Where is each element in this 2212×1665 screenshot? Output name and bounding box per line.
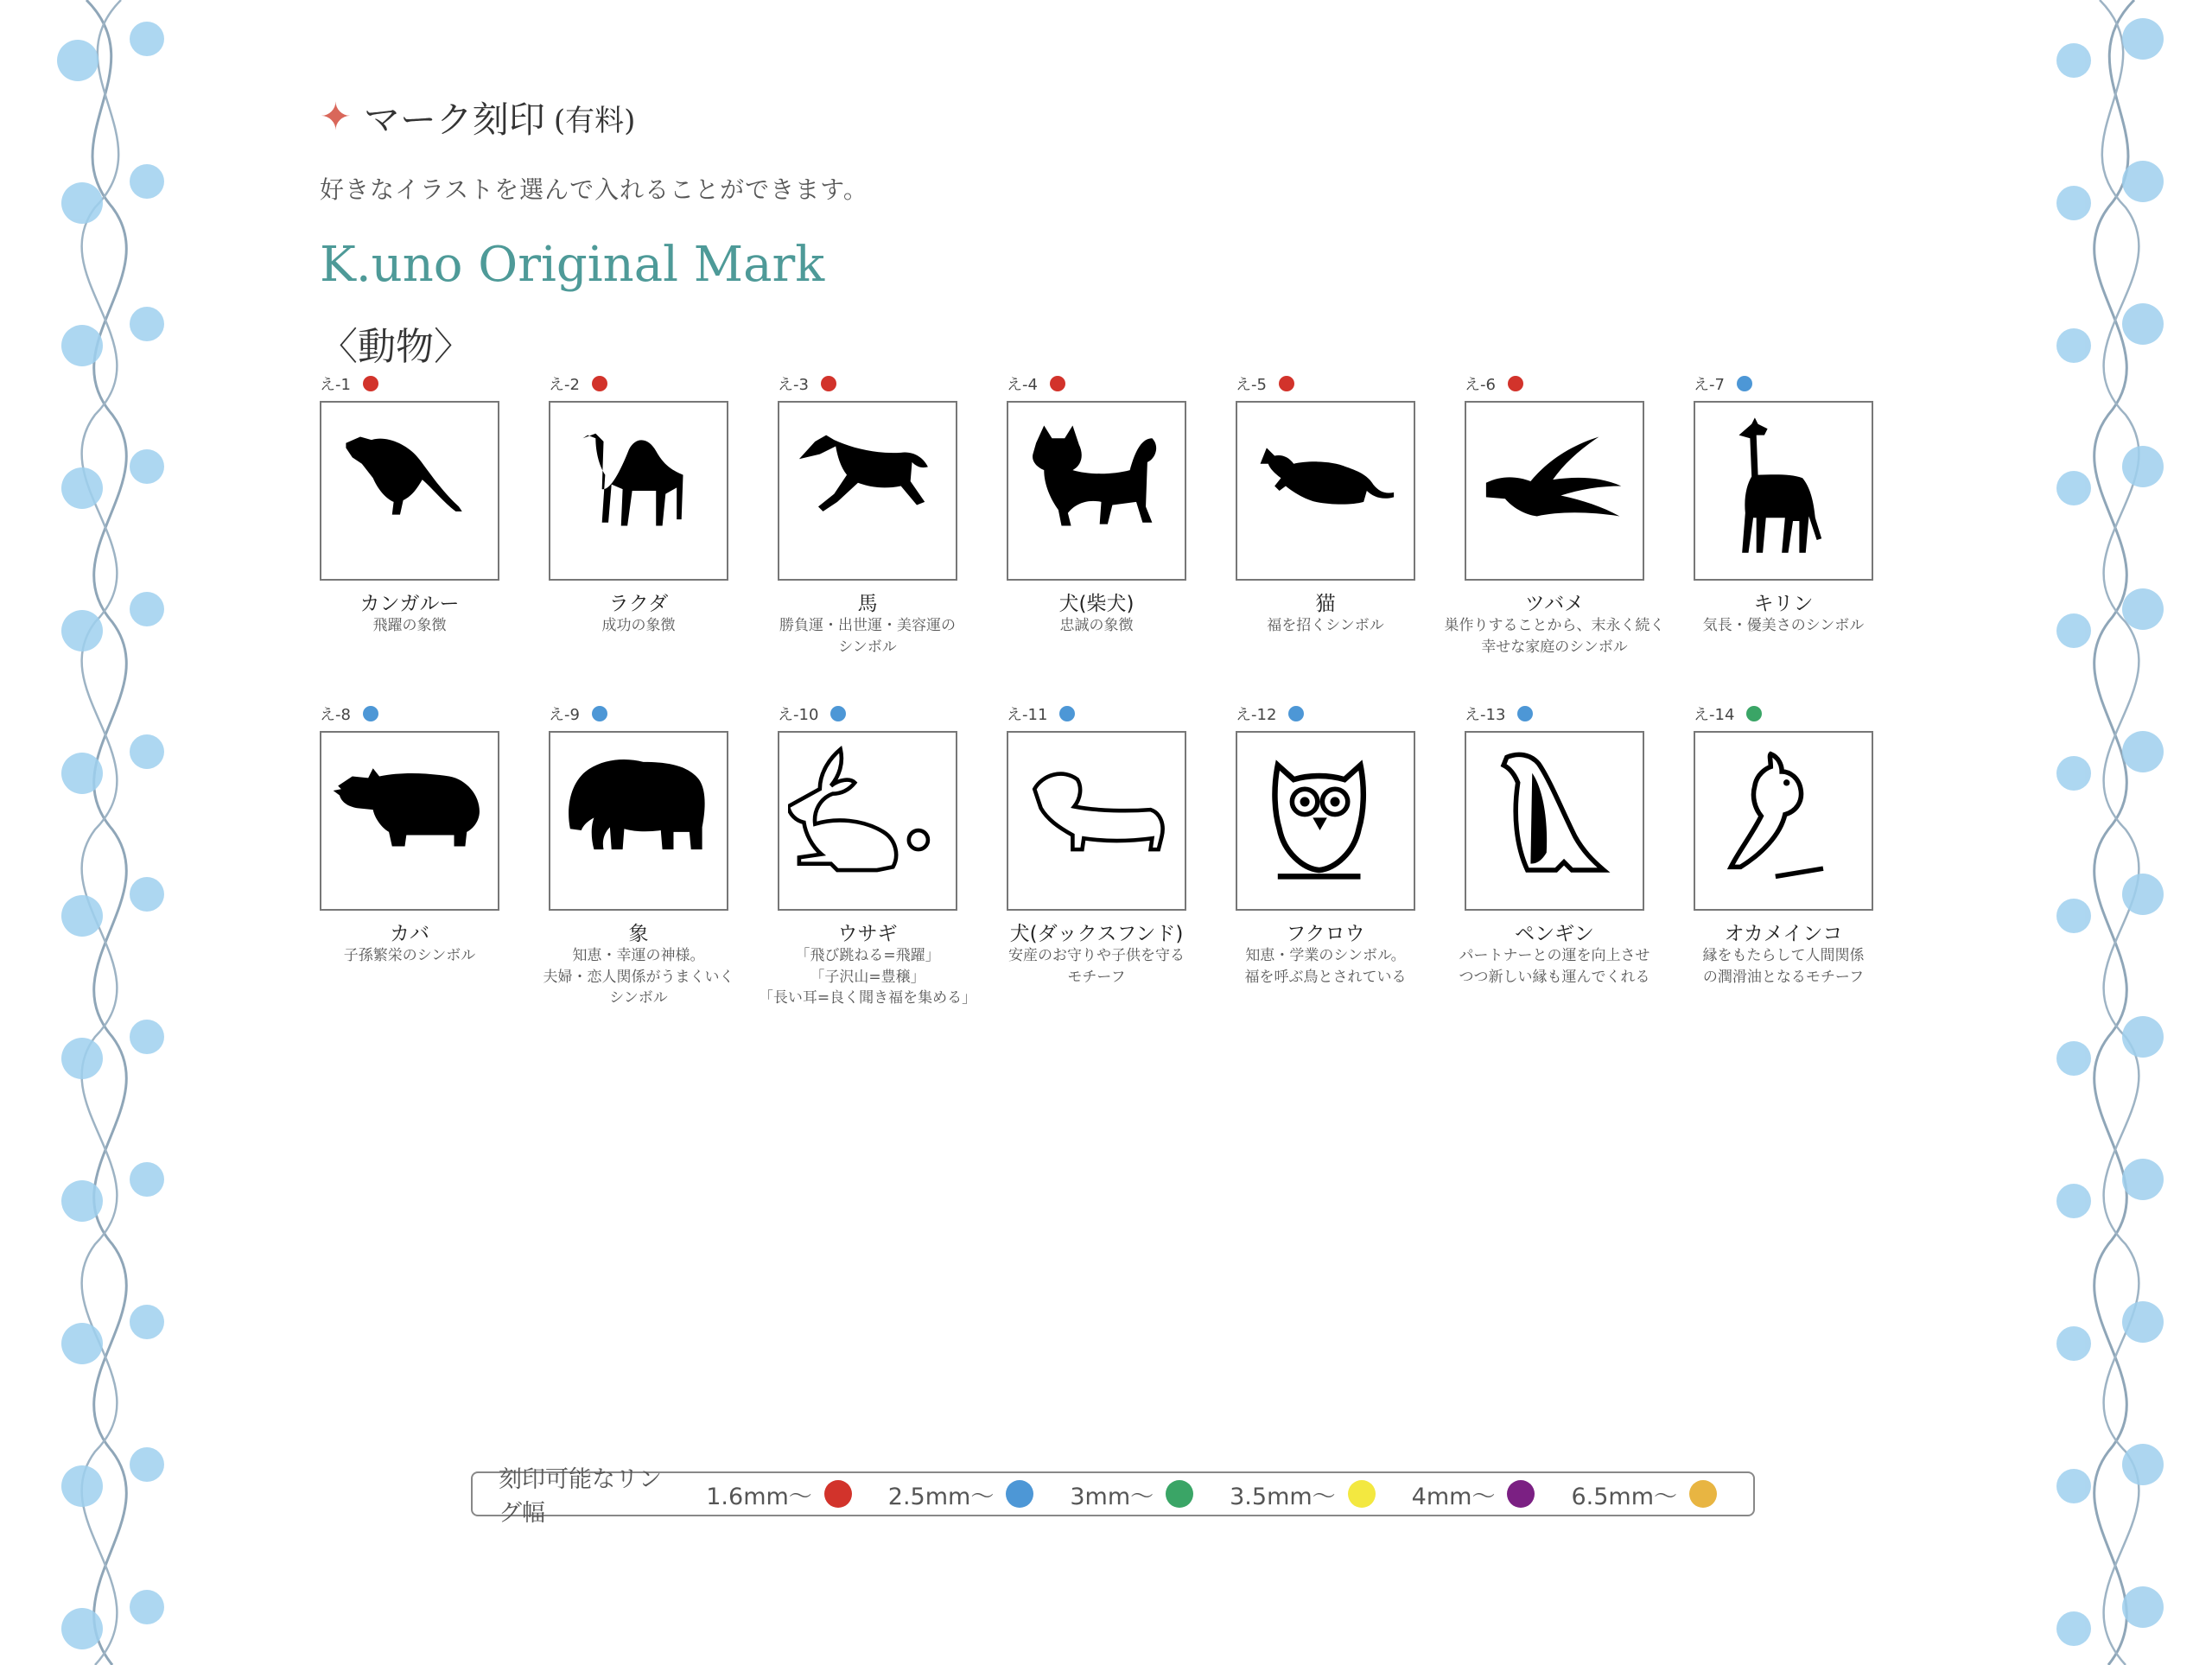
mark-row-2 xyxy=(320,702,1927,1032)
mark-description: 巣作りすることから、末永く続く 幸せな家庭のシンボル xyxy=(1444,617,1665,656)
floral-vine-right-decoration xyxy=(2039,0,2186,1665)
floral-vine-left-decoration xyxy=(35,0,181,1665)
mark-image-frame xyxy=(1465,401,1644,581)
mark-name: ラクダ xyxy=(608,593,669,615)
mark-name: キリン xyxy=(1753,593,1814,615)
ring-width-dot xyxy=(1517,706,1533,721)
mark-name: フクロウ xyxy=(1286,923,1365,945)
mark-name: 猫 xyxy=(1315,593,1336,615)
mark-code-text: え-1 xyxy=(320,376,351,394)
page-content xyxy=(320,86,1927,1007)
ring-width-legend xyxy=(471,1466,1755,1527)
legend-item xyxy=(706,1478,852,1511)
horse-icon xyxy=(788,411,947,570)
mark-name: カバ xyxy=(390,923,429,945)
owl-icon xyxy=(1246,741,1405,900)
mark-image-frame xyxy=(1007,401,1186,581)
mark-code-text: え-7 xyxy=(1694,376,1725,394)
mark-code-text: え-9 xyxy=(549,706,580,724)
mark-name: 馬 xyxy=(857,593,878,615)
mark-code xyxy=(320,702,527,726)
mark-image-frame xyxy=(1694,731,1873,911)
mark-card[interactable] xyxy=(1694,372,1901,634)
mark-code xyxy=(549,372,756,396)
legend-item xyxy=(1571,1478,1717,1511)
mark-card[interactable] xyxy=(320,702,527,964)
mark-code xyxy=(1465,702,1672,726)
mark-code-text: え-11 xyxy=(1007,706,1048,724)
section-title-note: (有料) xyxy=(553,103,636,138)
mark-description: 気長・優美さのシンボル xyxy=(1702,617,1865,634)
mark-description: 忠誠の象徴 xyxy=(1059,617,1134,634)
ring-width-dot xyxy=(363,376,378,391)
mark-card[interactable] xyxy=(1694,702,1901,986)
mark-card[interactable] xyxy=(543,702,756,1007)
mark-code-text: え-13 xyxy=(1465,706,1506,724)
mark-code xyxy=(1007,372,1214,396)
legend-title: 刻印可能なリング幅 xyxy=(499,1466,662,1527)
mark-image-frame xyxy=(549,731,728,911)
mark-code xyxy=(1236,702,1443,726)
mark-image-frame xyxy=(1694,401,1873,581)
legend-item-label: 4mm〜 xyxy=(1411,1483,1496,1510)
mark-name: ツバメ xyxy=(1524,593,1585,615)
legend-items xyxy=(706,1478,1753,1511)
mark-image-frame xyxy=(1236,401,1415,581)
elephant-icon xyxy=(559,741,718,900)
brand-title: K.uno Original Mark xyxy=(320,237,825,293)
legend-color-dot xyxy=(824,1480,852,1508)
mark-image-frame xyxy=(320,401,499,581)
hippo-icon xyxy=(330,741,489,900)
mark-card[interactable] xyxy=(778,372,985,656)
section-heading xyxy=(320,86,1927,149)
legend-item xyxy=(888,1478,1034,1511)
ring-width-dot xyxy=(1279,376,1294,391)
mark-description: 知恵・学業のシンボル。 福を呼ぶ鳥とされている xyxy=(1244,947,1407,986)
mark-description: 福を招くシンボル xyxy=(1267,617,1384,634)
mark-code-text: え-12 xyxy=(1236,706,1277,724)
mark-image-frame xyxy=(1465,731,1644,911)
legend-color-dot xyxy=(1689,1480,1717,1508)
section-title: マーク刻印 xyxy=(363,99,545,141)
legend-color-dot xyxy=(1006,1480,1033,1508)
mark-description: 縁をもたらして人間関係 の潤滑油となるモチーフ xyxy=(1702,947,1865,986)
mark-name: 犬(ダックスフンド) xyxy=(1009,923,1184,945)
mark-code-text: え-3 xyxy=(778,376,809,394)
mark-description: 勝負運・出世運・美容運の シンボル xyxy=(779,617,956,656)
legend-item-label: 6.5mm〜 xyxy=(1571,1483,1677,1510)
star-icon: ✦ xyxy=(320,95,352,139)
legend-item xyxy=(1230,1478,1376,1511)
mark-card[interactable] xyxy=(1236,702,1443,986)
mark-code-text: え-4 xyxy=(1007,376,1038,394)
giraffe-icon xyxy=(1704,411,1863,570)
legend-item-label: 1.6mm〜 xyxy=(706,1483,812,1510)
ring-width-dot xyxy=(1737,376,1752,391)
mark-code-text: え-10 xyxy=(778,706,819,724)
legend-color-dot xyxy=(1348,1480,1376,1508)
mark-description: 飛躍の象徴 xyxy=(372,617,447,634)
mark-code-text: え-8 xyxy=(320,706,351,724)
mark-description: 知恵・幸運の神様。 夫婦・恋人関係がうまくいく シンボル xyxy=(543,947,734,1007)
mark-image-frame xyxy=(1236,731,1415,911)
cat-icon xyxy=(1246,411,1405,570)
mark-name: ウサギ xyxy=(837,923,898,945)
cockatiel-icon xyxy=(1704,741,1863,900)
ring-width-dot xyxy=(1050,376,1065,391)
mark-card[interactable] xyxy=(549,372,756,634)
ring-width-dot xyxy=(1508,376,1523,391)
mark-card[interactable] xyxy=(1459,702,1672,986)
mark-name: ペンギン xyxy=(1515,923,1594,945)
mark-name: オカメインコ xyxy=(1724,923,1843,945)
mark-description: 子孫繁栄のシンボル xyxy=(343,947,476,964)
mark-image-frame xyxy=(549,401,728,581)
mark-image-frame xyxy=(778,731,957,911)
mark-row-1 xyxy=(320,372,1927,702)
mark-code xyxy=(320,372,527,396)
mark-image-frame xyxy=(778,401,957,581)
mark-name: カンガルー xyxy=(359,593,460,615)
mark-card[interactable] xyxy=(758,702,985,1007)
mark-code-text: え-2 xyxy=(549,376,580,394)
mark-image-frame xyxy=(1007,731,1186,911)
mark-name: 象 xyxy=(628,923,649,945)
mark-code-text: え-5 xyxy=(1236,376,1267,394)
mark-grid xyxy=(320,372,1927,1032)
category-label: 〈動物〉 xyxy=(320,325,472,369)
legend-item-label: 2.5mm〜 xyxy=(887,1483,995,1510)
kangaroo-icon xyxy=(330,411,489,570)
mark-code xyxy=(549,702,756,726)
ring-width-dot xyxy=(1059,706,1075,721)
ring-width-dot xyxy=(830,706,846,721)
shiba-dog-icon xyxy=(1017,411,1176,570)
mark-code-text: え-14 xyxy=(1694,706,1735,724)
legend-item xyxy=(1070,1478,1193,1511)
mark-code xyxy=(1694,702,1901,726)
mark-code xyxy=(1694,372,1901,396)
mark-code xyxy=(778,702,985,726)
legend-item-label: 3mm〜 xyxy=(1070,1483,1154,1510)
dachshund-icon xyxy=(1017,741,1176,900)
mark-description: 安産のお守りや子供を守る モチーフ xyxy=(1008,947,1185,986)
mark-code xyxy=(1465,372,1672,396)
mark-description: 「飛び跳ねる=飛躍」 「子沢山=豊穣」 「長い耳=良く聞き福を集める」 xyxy=(758,947,977,1007)
mark-card[interactable] xyxy=(1007,372,1214,634)
section-subtitle: 好きなイラストを選んで入れることができます。 xyxy=(320,175,868,204)
ring-width-dot xyxy=(1746,706,1762,721)
legend-color-dot xyxy=(1166,1480,1193,1508)
ring-width-dot xyxy=(821,376,836,391)
legend-item-label: 3.5mm〜 xyxy=(1230,1483,1336,1510)
ring-width-dot xyxy=(363,706,378,721)
camel-icon xyxy=(559,411,718,570)
legend-item xyxy=(1412,1478,1535,1511)
mark-image-frame xyxy=(320,731,499,911)
mark-code-text: え-6 xyxy=(1465,376,1496,394)
rabbit-icon xyxy=(788,741,947,900)
ring-width-dot xyxy=(592,706,607,721)
mark-description: パートナーとの運を向上させ つつ新しい縁も運んでくれる xyxy=(1459,947,1650,986)
legend-color-dot xyxy=(1507,1480,1535,1508)
mark-code xyxy=(1007,702,1214,726)
mark-name: 犬(柴犬) xyxy=(1058,593,1135,615)
mark-card[interactable] xyxy=(1236,372,1443,634)
penguin-icon xyxy=(1475,741,1634,900)
ring-width-dot xyxy=(1288,706,1304,721)
mark-card[interactable] xyxy=(1444,372,1672,656)
mark-code xyxy=(778,372,985,396)
ring-width-dot xyxy=(592,376,607,391)
mark-code xyxy=(1236,372,1443,396)
mark-card[interactable] xyxy=(1007,702,1214,986)
mark-card[interactable] xyxy=(320,372,527,634)
mark-description: 成功の象徴 xyxy=(601,617,676,634)
swallow-icon xyxy=(1475,411,1634,570)
